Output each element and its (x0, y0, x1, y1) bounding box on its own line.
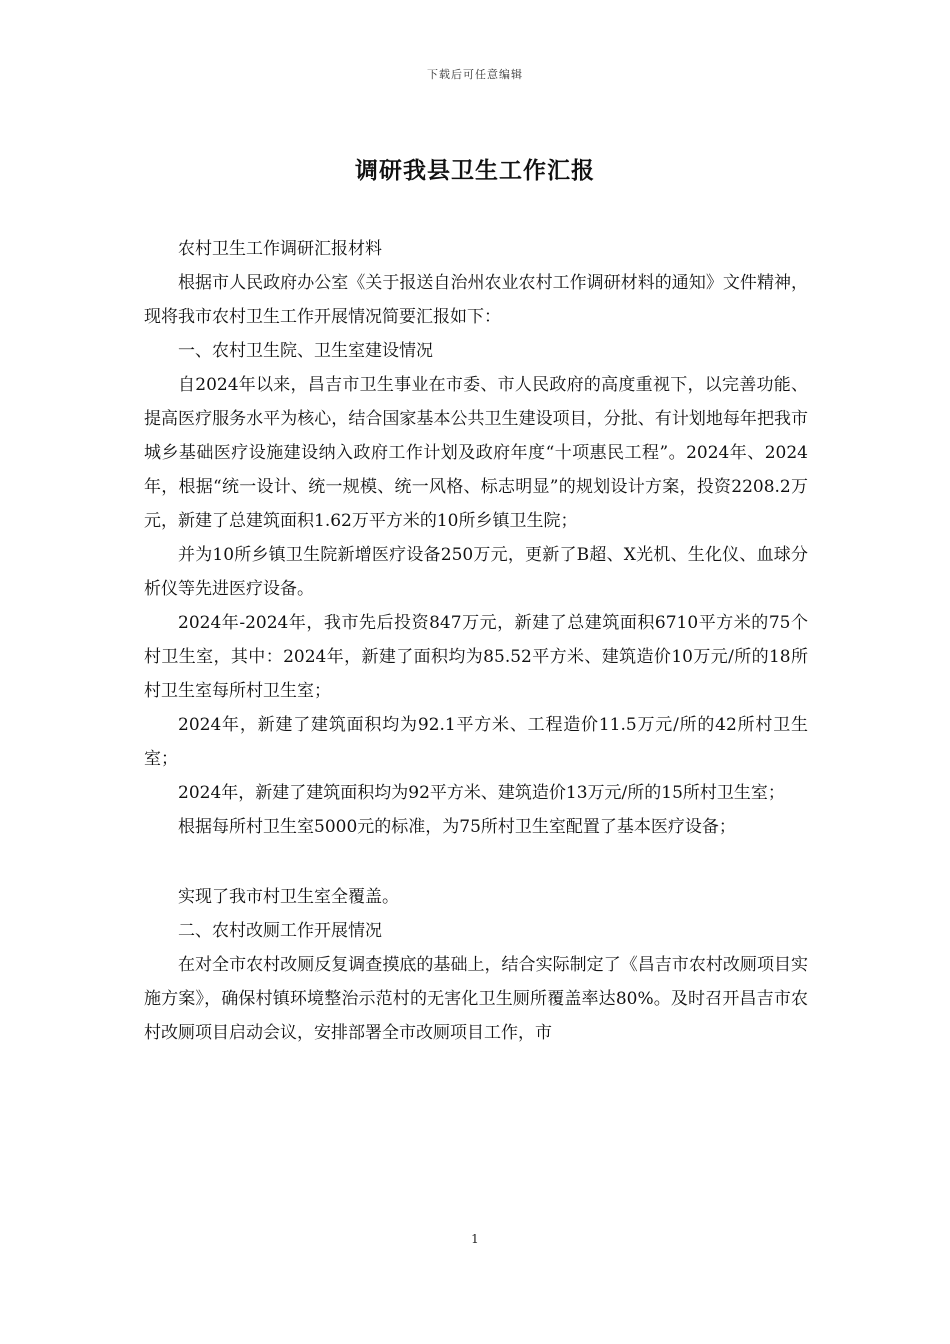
document-body (144, 232, 808, 1050)
paragraph: 农村卫生工作调研汇报材料 (178, 239, 382, 259)
paragraph: 2024年，新建了建筑面积均为92平方米、建筑造价13万元/所的15所村卫生室； (178, 783, 785, 803)
paragraph: 并为10所乡镇卫生院新增医疗设备250万元，更新了B超、X光机、生化仪、血球分析仪等先进医疗设备。 (144, 545, 808, 599)
page-header: 下载后可任意编辑 (427, 68, 523, 81)
section-heading: 二、农村改厕工作开展情况 (178, 921, 382, 941)
paragraph: 自2024年以来，昌吉市卫生事业在市委、市人民政府的高度重视下，以完善功能、提高医疗服务水平为核心，结合国家基本公共卫生建设项目，分批、有计划地每年把我市城乡基础医疗设施建设纳入政府工作计划及政府年度“十项惠民工程”。2024年、2024年，根据“统一设计、统一规模、统一风格、标志明显”的规划设计方案，投资2208.2万元，新建了总建筑面积1.62万平方米的10所乡镇卫生院； (144, 375, 808, 531)
paragraph: 在对全市农村改厕反复调查摸底的基础上，结合实际制定了《昌吉市农村改厕项目实施方案》，确保村镇环境整治示范村的无害化卫生厕所覆盖率达80%。及时召开昌吉市农村改厕项目启动会议，安排部署全市改厕项目工作，市 (144, 955, 808, 1043)
paragraph: 根据每所村卫生室5000元的标准，为75所村卫生室配置了基本医疗设备； (178, 817, 736, 837)
paragraph: 根据市人民政府办公室《关于报送自治州农业农村工作调研材料的通知》文件精神，现将我市农村卫生工作开展情况简要汇报如下： (144, 273, 808, 327)
document-title: 调研我县卫生工作汇报 (355, 157, 595, 184)
paragraph: 2024年-2024年，我市先后投资847万元，新建了总建筑面积6710平方米的75个村卫生室，其中：2024年，新建了面积均为85.52平方米、建筑造价10万元/所的18所村卫生室每所村卫生室； (144, 613, 808, 701)
paragraph: 2024年，新建了建筑面积均为92.1平方米、工程造价11.5万元/所的42所村卫生室； (144, 715, 808, 769)
page-number: 1 (471, 1232, 479, 1246)
section-heading: 一、农村卫生院、卫生室建设情况 (178, 341, 433, 361)
paragraph: 实现了我市村卫生室全覆盖。 (178, 887, 399, 907)
